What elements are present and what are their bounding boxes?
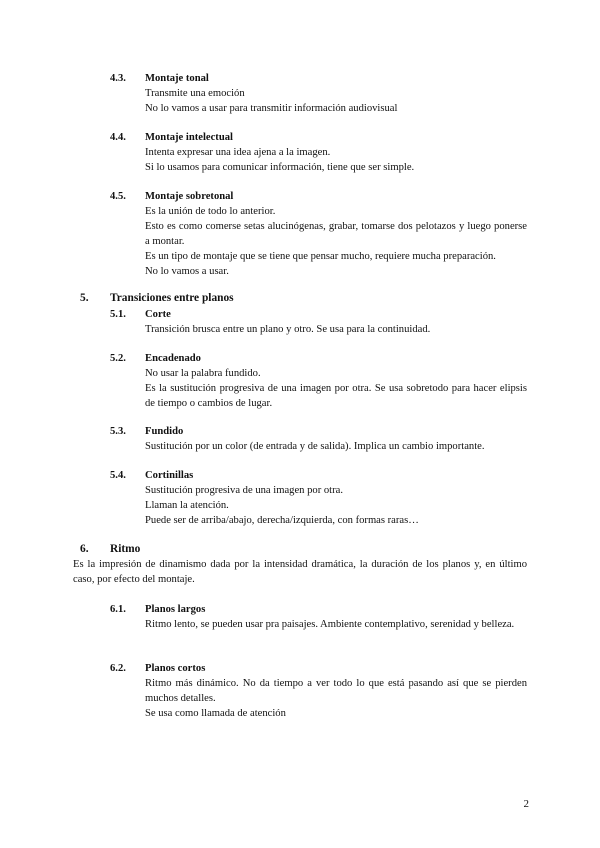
paragraph: Ritmo lento, se pueden usar pra paisajes. Ambiente contemplativo, serenidad y belleza. [145,619,515,630]
subsection-number: 4.4. [110,132,126,143]
subsection-title: Montaje intelectual [145,132,233,143]
subsection-title: Planos cortos [145,663,206,674]
subsection-title: Montaje tonal [145,73,209,84]
section-6-intro [73,557,527,587]
subsection-number: 4.5. [110,191,126,202]
subsection-number: 5.3. [110,426,126,437]
subsection-body [145,366,527,411]
paragraph: Se usa como llamada de atención [145,708,286,719]
paragraph: No lo vamos a usar para transmitir información audiovisual [145,103,398,114]
subsection-number: 4.3. [110,73,126,84]
section-number: 5. [80,292,89,304]
paragraph: Esto es como comerse setas alucinógenas, grabar, tomarse dos pelotazos y luego ponerse a montar. [145,221,527,247]
page-number: 2 [523,798,529,810]
paragraph: Es la sustitución progresiva de una imagen por otra. Se usa sobretodo para hacer elipsis de tiempo o cambios de lugar. [145,383,527,409]
paragraph: Es un tipo de montaje que se tiene que pensar mucho, requiere mucha preparación. [145,251,496,262]
paragraph: Es la impresión de dinamismo dada por la intensidad dramática, la duración de los planos y, en último caso, por efecto del montaje. [73,559,527,585]
subsection-body [145,86,527,116]
paragraph: Sustitución por un color (de entrada y de salida). Implica un cambio importante. [145,441,485,452]
subsection-number: 5.4. [110,470,126,481]
paragraph: Puede ser de arriba/abajo, derecha/izquierda, con formas raras… [145,515,419,526]
paragraph: Sustitución progresiva de una imagen por otra. [145,485,343,496]
subsection-body [145,483,527,528]
section-title: Transiciones entre planos [110,292,234,304]
paragraph: Llaman la atención. [145,500,229,511]
subsection-number: 6.2. [110,663,126,674]
paragraph: No usar la palabra fundido. [145,368,261,379]
subsection-body [145,676,527,721]
paragraph: Ritmo más dinámico. No da tiempo a ver todo lo que está pasando así que se pierden muchos detalles. [145,678,527,704]
subsection-body [145,204,527,279]
subsection-title: Fundido [145,426,184,437]
subsection-title: Cortinillas [145,470,194,481]
paragraph: Transición brusca entre un plano y otro. Se usa para la continuidad. [145,324,431,335]
subsection-title: Planos largos [145,604,206,615]
paragraph: No lo vamos a usar. [145,266,229,277]
paragraph: Si lo usamos para comunicar información, tiene que ser simple. [145,162,415,173]
paragraph: Intenta expresar una idea ajena a la imagen. [145,147,331,158]
subsection-number: 6.1. [110,604,126,615]
subsection-title: Montaje sobretonal [145,191,234,202]
subsection-body [145,322,527,337]
subsection-body [145,439,527,454]
section-number: 6. [80,543,89,555]
subsection-number: 5.1. [110,309,126,320]
section-title: Ritmo [110,543,141,555]
subsection-number: 5.2. [110,353,126,364]
paragraph: Transmite una emoción [145,88,245,99]
subsection-body [145,145,527,175]
subsection-title: Encadenado [145,353,201,364]
subsection-body [145,617,527,632]
paragraph: Es la unión de todo lo anterior. [145,206,276,217]
subsection-title: Corte [145,309,171,320]
